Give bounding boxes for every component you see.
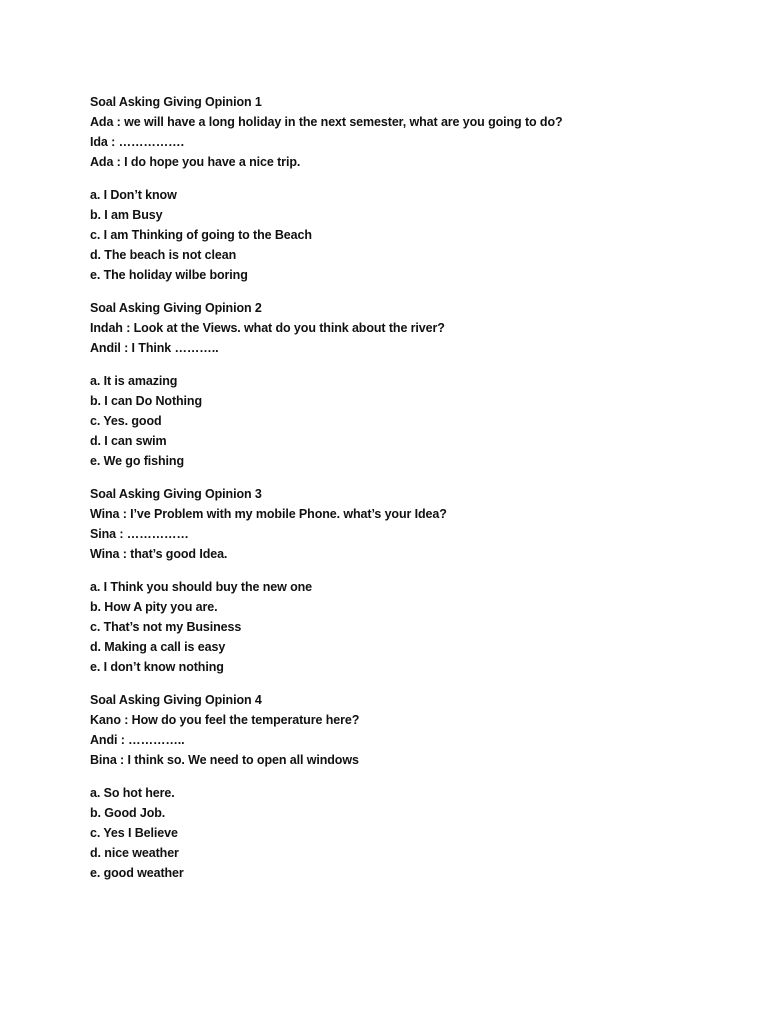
answer-option-a: a. It is amazing (90, 374, 178, 388)
question-1 (90, 92, 730, 285)
question-dialog (90, 690, 730, 770)
answer-option-c: c. That’s not my Business (90, 620, 242, 634)
dialog-line: Ida : ……………. (90, 135, 184, 149)
question-dialog (90, 298, 730, 358)
answer-option-e: e. good weather (90, 866, 184, 880)
answer-option-a: a. I Think you should buy the new one (90, 580, 313, 594)
question-title: Soal Asking Giving Opinion 1 (90, 95, 262, 109)
answer-option-b: b. I can Do Nothing (90, 394, 202, 408)
answer-options (90, 783, 730, 883)
answer-option-d: d. nice weather (90, 846, 179, 860)
dialog-line: Ada : I do hope you have a nice trip. (90, 155, 301, 169)
answer-option-b: b. Good Job. (90, 806, 166, 820)
answer-option-e: e. I don’t know nothing (90, 660, 224, 674)
answer-option-b: b. How A pity you are. (90, 600, 218, 614)
answer-option-e: e. We go fishing (90, 454, 185, 468)
answer-option-d: d. I can swim (90, 434, 167, 448)
answer-options (90, 577, 730, 677)
question-title: Soal Asking Giving Opinion 4 (90, 693, 262, 707)
answer-option-c: c. Yes I Believe (90, 826, 178, 840)
answer-option-a: a. I Don’t know (90, 188, 177, 202)
answer-option-d: d. Making a call is easy (90, 640, 226, 654)
dialog-line: Wina : I’ve Problem with my mobile Phone. what’s your Idea? (90, 507, 447, 521)
dialog-line: Wina : that’s good Idea. (90, 547, 228, 561)
dialog-line: Andil : I Think ……….. (90, 341, 219, 355)
question-2 (90, 298, 730, 471)
dialog-line: Ada : we will have a long holiday in the next semester, what are you going to do? (90, 115, 563, 129)
dialog-line: Andi : ………….. (90, 733, 185, 747)
question-dialog (90, 484, 730, 564)
answer-option-c: c. Yes. good (90, 414, 162, 428)
answer-option-d: d. The beach is not clean (90, 248, 237, 262)
answer-option-a: a. So hot here. (90, 786, 175, 800)
question-dialog (90, 92, 730, 172)
dialog-line: Bina : I think so. We need to open all windows (90, 753, 359, 767)
question-title: Soal Asking Giving Opinion 2 (90, 301, 262, 315)
dialog-line: Sina : …………… (90, 527, 189, 541)
question-title: Soal Asking Giving Opinion 3 (90, 487, 262, 501)
answer-option-b: b. I am Busy (90, 208, 163, 222)
answer-option-c: c. I am Thinking of going to the Beach (90, 228, 312, 242)
dialog-line: Kano : How do you feel the temperature here? (90, 713, 360, 727)
question-3 (90, 484, 730, 677)
answer-options (90, 371, 730, 471)
dialog-line: Indah : Look at the Views. what do you think about the river? (90, 321, 445, 335)
question-4 (90, 690, 730, 883)
document-page (90, 92, 730, 896)
answer-options (90, 185, 730, 285)
answer-option-e: e. The holiday wilbe boring (90, 268, 248, 282)
